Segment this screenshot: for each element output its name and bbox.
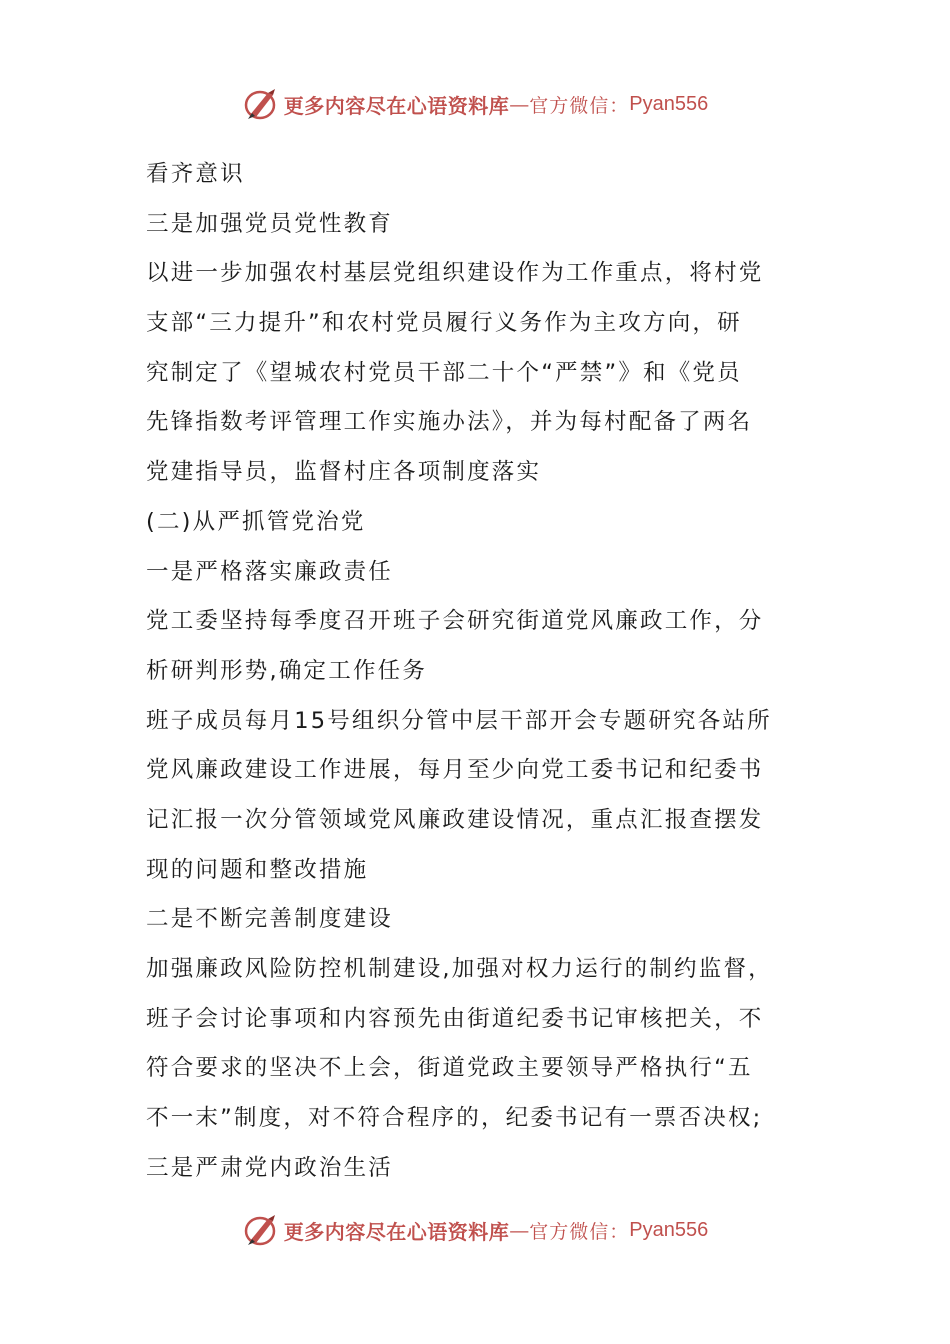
text-line: 符合要求的坚决不上会，街道党政主要领导严格执行“五: [146, 1055, 753, 1082]
section-heading: (二)从严抓管党治党: [146, 508, 366, 535]
text-line: 看齐意识: [146, 161, 245, 187]
pen-logo-icon: [242, 1211, 280, 1249]
text-line: 党建指导员，监督村庄各项制度落实: [146, 459, 542, 486]
banner-dash: —: [509, 1218, 530, 1242]
section-heading: 二是不断完善制度建设: [146, 906, 394, 933]
text-line: 班子成员每月15号组织分管中层干部开会专题研究各站所: [146, 707, 772, 734]
text-line: 以进一步加强农村基层党组织建设作为工作重点，将村党: [146, 260, 764, 287]
header-banner: [0, 84, 950, 124]
text-line: 党风廉政建设工作进展，每月至少向党工委书记和纪委书: [146, 757, 764, 784]
section-heading: 一是严格落实廉政责任: [146, 558, 394, 585]
text-line: 析研判形势,确定工作任务: [146, 657, 428, 684]
text-line: 班子会讨论事项和内容预先由街道纪委书记审核把关，不: [146, 1005, 764, 1032]
text-line: 现的问题和整改措施: [146, 856, 369, 883]
banner-dash: —: [509, 92, 530, 116]
banner-slogan: 更多内容尽在心语资料库: [283, 1219, 510, 1244]
banner-wechat-id: Pyan556: [629, 92, 709, 115]
text-line: 究制定了《望城农村党员干部二十个“严禁”》和《党员: [146, 359, 742, 386]
section-heading: 三是严肃党内政治生活: [146, 1154, 394, 1181]
text-line: 党工委坚持每季度召开班子会研究街道党风廉政工作，分: [146, 608, 764, 635]
banner-slogan: 更多内容尽在心语资料库: [283, 93, 510, 118]
footer-banner: [0, 1210, 950, 1250]
banner-wechat-label: 官方微信：: [529, 94, 630, 117]
banner-wechat-id: Pyan556: [629, 1218, 709, 1241]
banner-wechat-label: 官方微信：: [529, 1220, 630, 1243]
text-line: 不一末”制度，对不符合程序的，纪委书记有一票否决权;: [146, 1105, 763, 1132]
text-line: 先锋指数考评管理工作实施办法》，并为每村配备了两名: [146, 409, 753, 436]
pen-logo-icon: [242, 85, 280, 123]
text-line: 记汇报一次分管领域党风廉政建设情况，重点汇报查摆发: [146, 806, 764, 833]
document-body: [146, 150, 810, 1193]
section-heading: 三是加强党员党性教育: [146, 210, 394, 237]
text-line: 支部“三力提升”和农村党员履行义务作为主攻方向，研: [146, 310, 742, 337]
text-line: 加强廉政风险防控机制建设,加强对权力运行的制约监督，: [146, 956, 773, 982]
